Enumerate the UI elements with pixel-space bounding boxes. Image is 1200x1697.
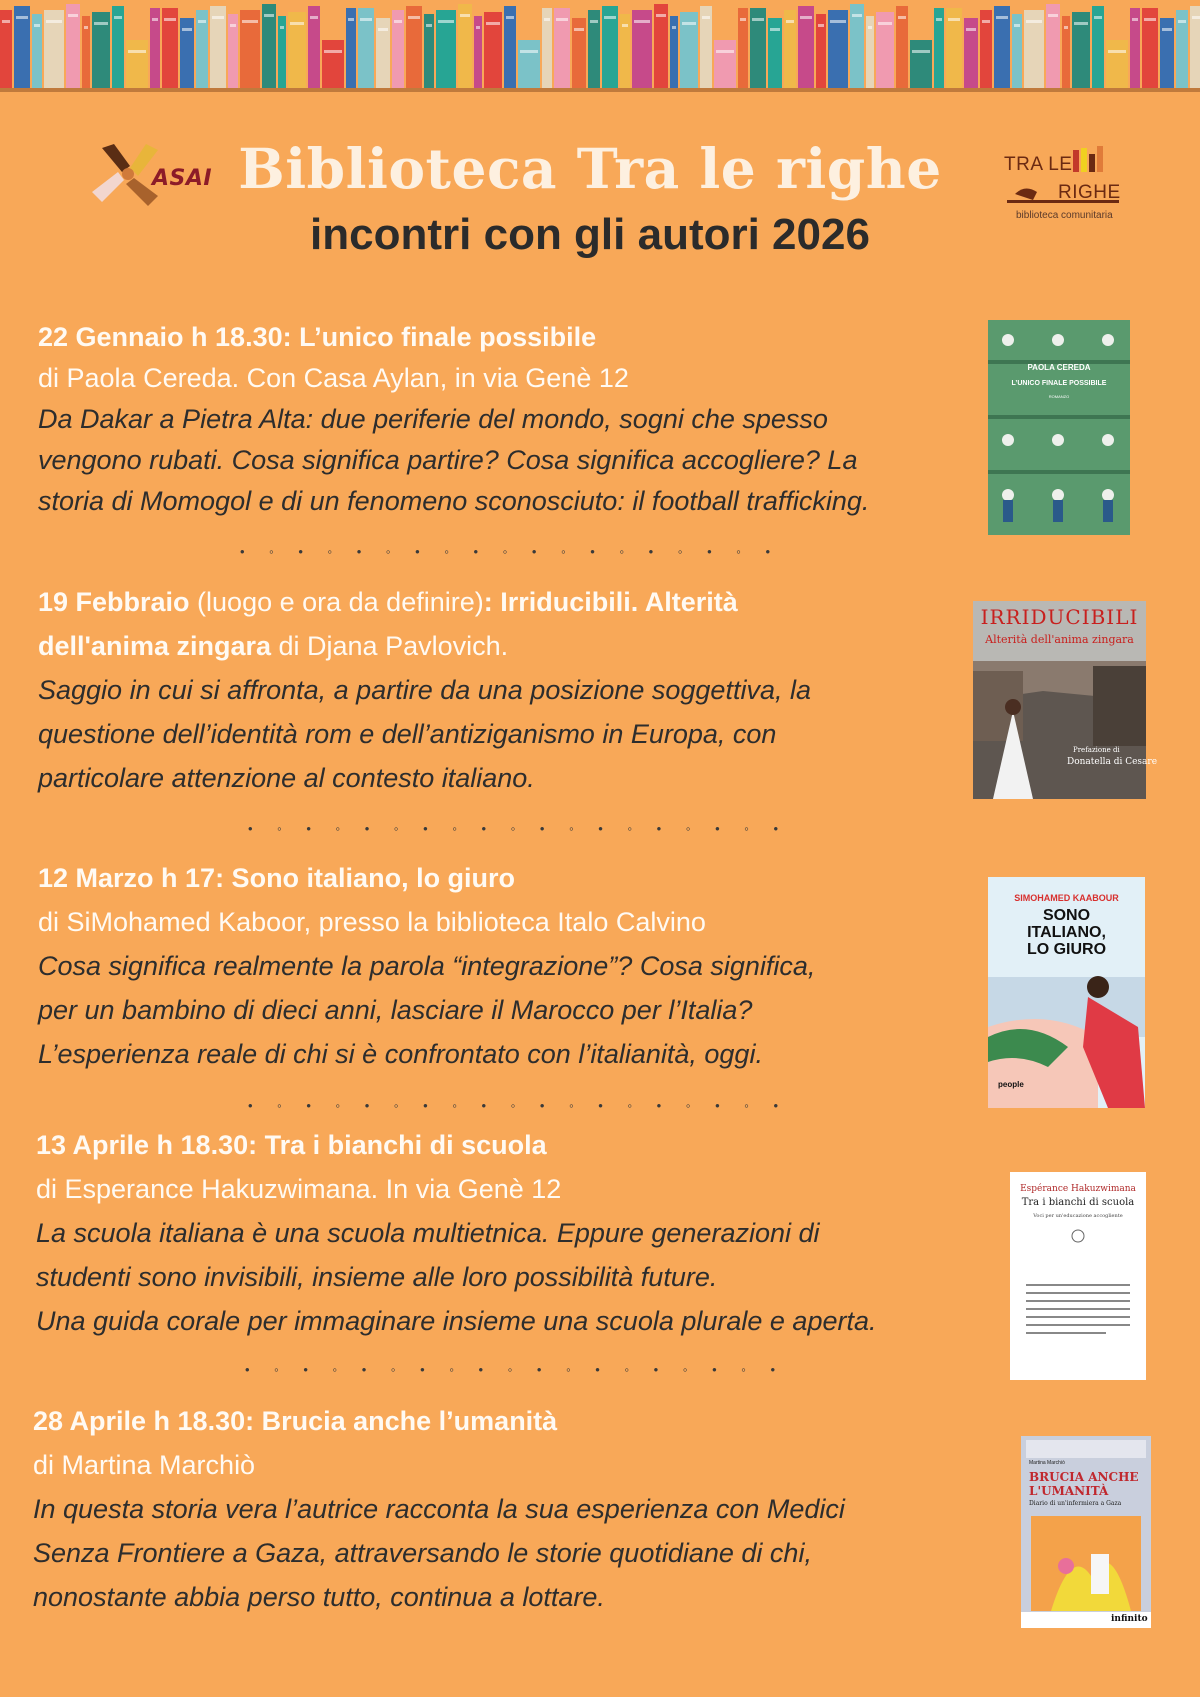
event-3-description-line: Cosa significa realmente la parola “integrazione”? Cosa significa, (38, 951, 816, 981)
book-spine-stripe (506, 16, 514, 19)
book-spine-stripe (46, 20, 62, 23)
book-spine-stripe (912, 50, 930, 53)
book-spine (910, 40, 932, 88)
book-spine (126, 40, 148, 88)
book-spine-stripe (164, 18, 176, 21)
book-spine-stripe (982, 20, 990, 23)
event-2-description-line: Saggio in cui si affronta, a partire da una posizione soggettiva, la (38, 675, 811, 705)
event-2-title-cont: dell'anima zingara (38, 631, 271, 661)
book-spine-stripe (682, 22, 696, 25)
event-3-description-line: L’esperienza reale di chi si è confrontato con l’italianità, oggi. (38, 1039, 763, 1069)
bookshelf-banner (0, 0, 1200, 96)
book-cover-2-title: IRRIDUCIBILI (980, 605, 1139, 629)
book-spine-stripe (878, 22, 892, 25)
book-cover-5-subtitle: Diario di un'infermiera a Gaza (1029, 1500, 1122, 1507)
book-spine-stripe (590, 20, 598, 23)
book-spine-stripe (426, 24, 432, 27)
book-spine-stripe (230, 24, 236, 27)
event-1 (38, 317, 988, 522)
book-cover-4-subtitle: Voci per un'educazione accogliente (1033, 1213, 1123, 1219)
book-spine-stripe (290, 22, 304, 25)
book-spine-stripe (1192, 16, 1200, 19)
book-spine-stripe (868, 26, 872, 29)
event-2-date: 19 Febbraio (38, 587, 190, 617)
book-spine-stripe (574, 28, 584, 31)
book-cover-3-title-line: LO GIURO (1026, 941, 1107, 958)
book-spine-stripe (818, 24, 824, 27)
book-spine-stripe (936, 18, 942, 21)
book-cover-3-author: SIMOHAMED KAABOUR (1014, 893, 1119, 903)
tra-le-righe-logo-tagline: biblioteca comunitaria (1016, 210, 1113, 221)
separator-dots: • ◦ • ◦ • ◦ • ◦ • ◦ • ◦ • ◦ • ◦ • ◦ • (240, 544, 781, 559)
book-spine-stripe (1132, 18, 1138, 21)
book-spine-stripe (634, 20, 650, 23)
book-spine-stripe (34, 24, 40, 27)
book-spine-stripe (1094, 16, 1102, 19)
separator-dots: • ◦ • ◦ • ◦ • ◦ • ◦ • ◦ • ◦ • ◦ • ◦ • (248, 821, 789, 836)
book-cover-5 (1021, 1436, 1151, 1628)
book-cover-1-author: PAOLA CEREDA (1027, 363, 1091, 372)
book-spine-stripe (476, 26, 480, 29)
book-spine-stripe (1026, 20, 1042, 23)
book-cover-3-title-line: ITALIANO, (1027, 924, 1106, 941)
event-3-byline: di SiMohamed Kaboor, presso la biblioteca Italo Calvino (38, 907, 706, 937)
book-spine-stripe (948, 18, 960, 21)
separator-dots: • ◦ • ◦ • ◦ • ◦ • ◦ • ◦ • ◦ • ◦ • ◦ • (248, 1098, 789, 1113)
event-4-description-line: studenti sono invisibili, insieme alle loro possibilità future. (36, 1262, 718, 1292)
page-title: Biblioteca Tra le righe (238, 136, 942, 201)
event-5-description-line: nonostante abbia perso tutto, continua a lottare. (33, 1582, 605, 1612)
event-2-heading (38, 580, 988, 624)
event-2-title: : Irriducibili. Alterità (483, 587, 738, 617)
event-1-heading: 22 Gennaio h 18.30: L’unico finale possibile (38, 322, 597, 352)
book-spine-stripe (622, 24, 628, 27)
book-spine-stripe (1048, 14, 1058, 17)
book-spine-stripe (460, 14, 470, 17)
book-cover-2-preface-author: Donatella di Cesare (1067, 757, 1158, 767)
book-spine-stripe (94, 22, 108, 25)
event-2-byline: di Djana Pavlovich. (271, 631, 509, 661)
book-cover-2-subtitle: Alterità dell'anima zingara (985, 633, 1134, 646)
event-5 (33, 1399, 983, 1619)
page-subtitle: incontri con gli autori 2026 (310, 210, 870, 259)
book-spine-stripe (1108, 50, 1126, 53)
book-spine-stripe (128, 50, 146, 53)
event-4-byline: di Esperance Hakuzwimana. In via Genè 12 (36, 1174, 562, 1204)
book-spine-stripe (656, 14, 666, 17)
book-cover-5-author: Martina Marchiò (1029, 1460, 1065, 1466)
event-2-heading-cont (38, 624, 988, 668)
book-spine-stripe (740, 18, 746, 21)
event-1-description-line: Da Dakar a Pietra Alta: due periferie del mondo, sogni che spesso (38, 404, 828, 434)
book-spine (714, 40, 736, 88)
book-spine-stripe (770, 28, 780, 31)
event-3 (38, 856, 988, 1076)
book-cover-2-preface: Prefazione di (1073, 746, 1120, 754)
book-spine-stripe (1178, 20, 1186, 23)
book-spine-stripe (604, 16, 616, 19)
book-spine-stripe (544, 18, 550, 21)
book-cover-5-title-line: L'UMANITÀ (1029, 1484, 1109, 1498)
book-spine-stripe (324, 50, 342, 53)
book-spine-stripe (438, 20, 454, 23)
book-spine-stripe (672, 26, 676, 29)
book-spine-stripe (378, 28, 388, 31)
book-spine (518, 40, 540, 88)
book-cover-5-title-line: BRUCIA ANCHE (1029, 1470, 1139, 1484)
event-3-heading: 12 Marzo h 17: Sono italiano, lo giuro (38, 863, 516, 893)
book-spine-stripe (996, 16, 1008, 19)
book-cover-3-publisher: people (998, 1080, 1024, 1089)
book-cover-4-author: Espérance Hakuzwimana (1020, 1184, 1136, 1194)
shelf-line (0, 88, 1200, 92)
event-4-heading: 13 Aprile h 18.30: Tra i bianchi di scuola (36, 1130, 547, 1160)
event-4 (36, 1123, 986, 1343)
book-spine-stripe (556, 18, 568, 21)
book-spine-stripe (212, 16, 224, 19)
book-spine-stripe (16, 16, 28, 19)
tra-le-righe-logo-line2: RIGHE (1058, 182, 1121, 203)
book-spine-stripe (800, 16, 812, 19)
book-spine-stripe (1144, 18, 1156, 21)
event-1-description-line: vengono rubati. Cosa significa partire? Cosa significa accogliere? La (38, 445, 858, 475)
event-5-description-line: In questa storia vera l’autrice racconta la sua esperienza con Medici (33, 1494, 845, 1524)
book-spine-stripe (310, 16, 318, 19)
book-spine-stripe (752, 18, 764, 21)
event-2 (38, 580, 988, 800)
book-spine-stripe (1014, 24, 1020, 27)
event-3-description-line: per un bambino di dieci anni, lasciare il Marocco per l’Italia? (38, 995, 753, 1025)
book-spine-stripe (114, 16, 122, 19)
book-spine-stripe (1162, 28, 1172, 31)
book-spine-stripe (1064, 26, 1068, 29)
book-spine-stripe (702, 16, 710, 19)
book-spine-stripe (786, 20, 794, 23)
book-spine (1106, 40, 1128, 88)
book-spine-stripe (852, 14, 862, 17)
book-cover-1 (988, 320, 1130, 535)
event-5-byline: di Martina Marchiò (33, 1450, 256, 1480)
book-cover-4-title: Tra i bianchi di scuola (1021, 1197, 1135, 1208)
event-2-note: (luogo e ora da definire) (189, 587, 484, 617)
book-spine-stripe (486, 22, 500, 25)
book-cover-1-title: L’UNICO FINALE POSSIBILE (1011, 380, 1107, 387)
event-2-description-line: questione dell’identità rom e dell’antiziganismo in Europa, con (38, 719, 777, 749)
book-spine-stripe (68, 14, 78, 17)
book-spine-stripe (182, 28, 192, 31)
book-cover-3 (988, 877, 1145, 1108)
event-5-heading: 28 Aprile h 18.30: Brucia anche l’umanità (33, 1406, 558, 1436)
book-spine-stripe (348, 18, 354, 21)
asai-logo-text: ASAI (152, 166, 213, 191)
book-spine-stripe (152, 18, 158, 21)
book-spine-stripe (2, 20, 10, 23)
book-spine-stripe (242, 20, 258, 23)
event-5-description-line: Senza Frontiere a Gaza, attraversando le storie quotidiane di chi, (33, 1538, 812, 1568)
tra-le-righe-logo-line1: TRA LE (1004, 154, 1073, 175)
book-spine-stripe (520, 50, 538, 53)
book-spine-stripe (830, 20, 846, 23)
book-spine-stripe (394, 20, 402, 23)
book-spine-stripe (408, 16, 420, 19)
book-spine-stripe (280, 26, 284, 29)
book-spine-stripe (264, 14, 274, 17)
book-cover-4 (1010, 1172, 1146, 1380)
book-cover-1-label: ROMANZO (1048, 394, 1070, 399)
event-4-description-line: Una guida corale per immaginare insieme una scuola plurale e aperta. (36, 1306, 877, 1336)
book-spine-stripe (84, 26, 88, 29)
event-2-description-line: particolare attenzione al contesto italiano. (38, 763, 535, 793)
book-spine-stripe (898, 16, 906, 19)
book-spine-stripe (1074, 22, 1088, 25)
event-1-description-line: storia di Momogol e di un fenomeno sconosciuto: il football trafficking. (38, 486, 870, 516)
book-spine-stripe (716, 50, 734, 53)
book-cover-5-publisher: infinito (1111, 1614, 1148, 1624)
separator-dots: • ◦ • ◦ • ◦ • ◦ • ◦ • ◦ • ◦ • ◦ • ◦ • (245, 1362, 786, 1377)
book-spine-stripe (198, 20, 206, 23)
book-spine (322, 40, 344, 88)
book-cover-2 (973, 601, 1158, 799)
event-1-byline: di Paola Cereda. Con Casa Aylan, in via Genè 12 (38, 363, 629, 393)
book-cover-3-title-line: SONO (1042, 907, 1091, 924)
event-4-description-line: La scuola italiana è una scuola multietnica. Eppure generazioni di (36, 1218, 820, 1248)
book-spine-stripe (966, 28, 976, 31)
book-spine-stripe (360, 18, 372, 21)
